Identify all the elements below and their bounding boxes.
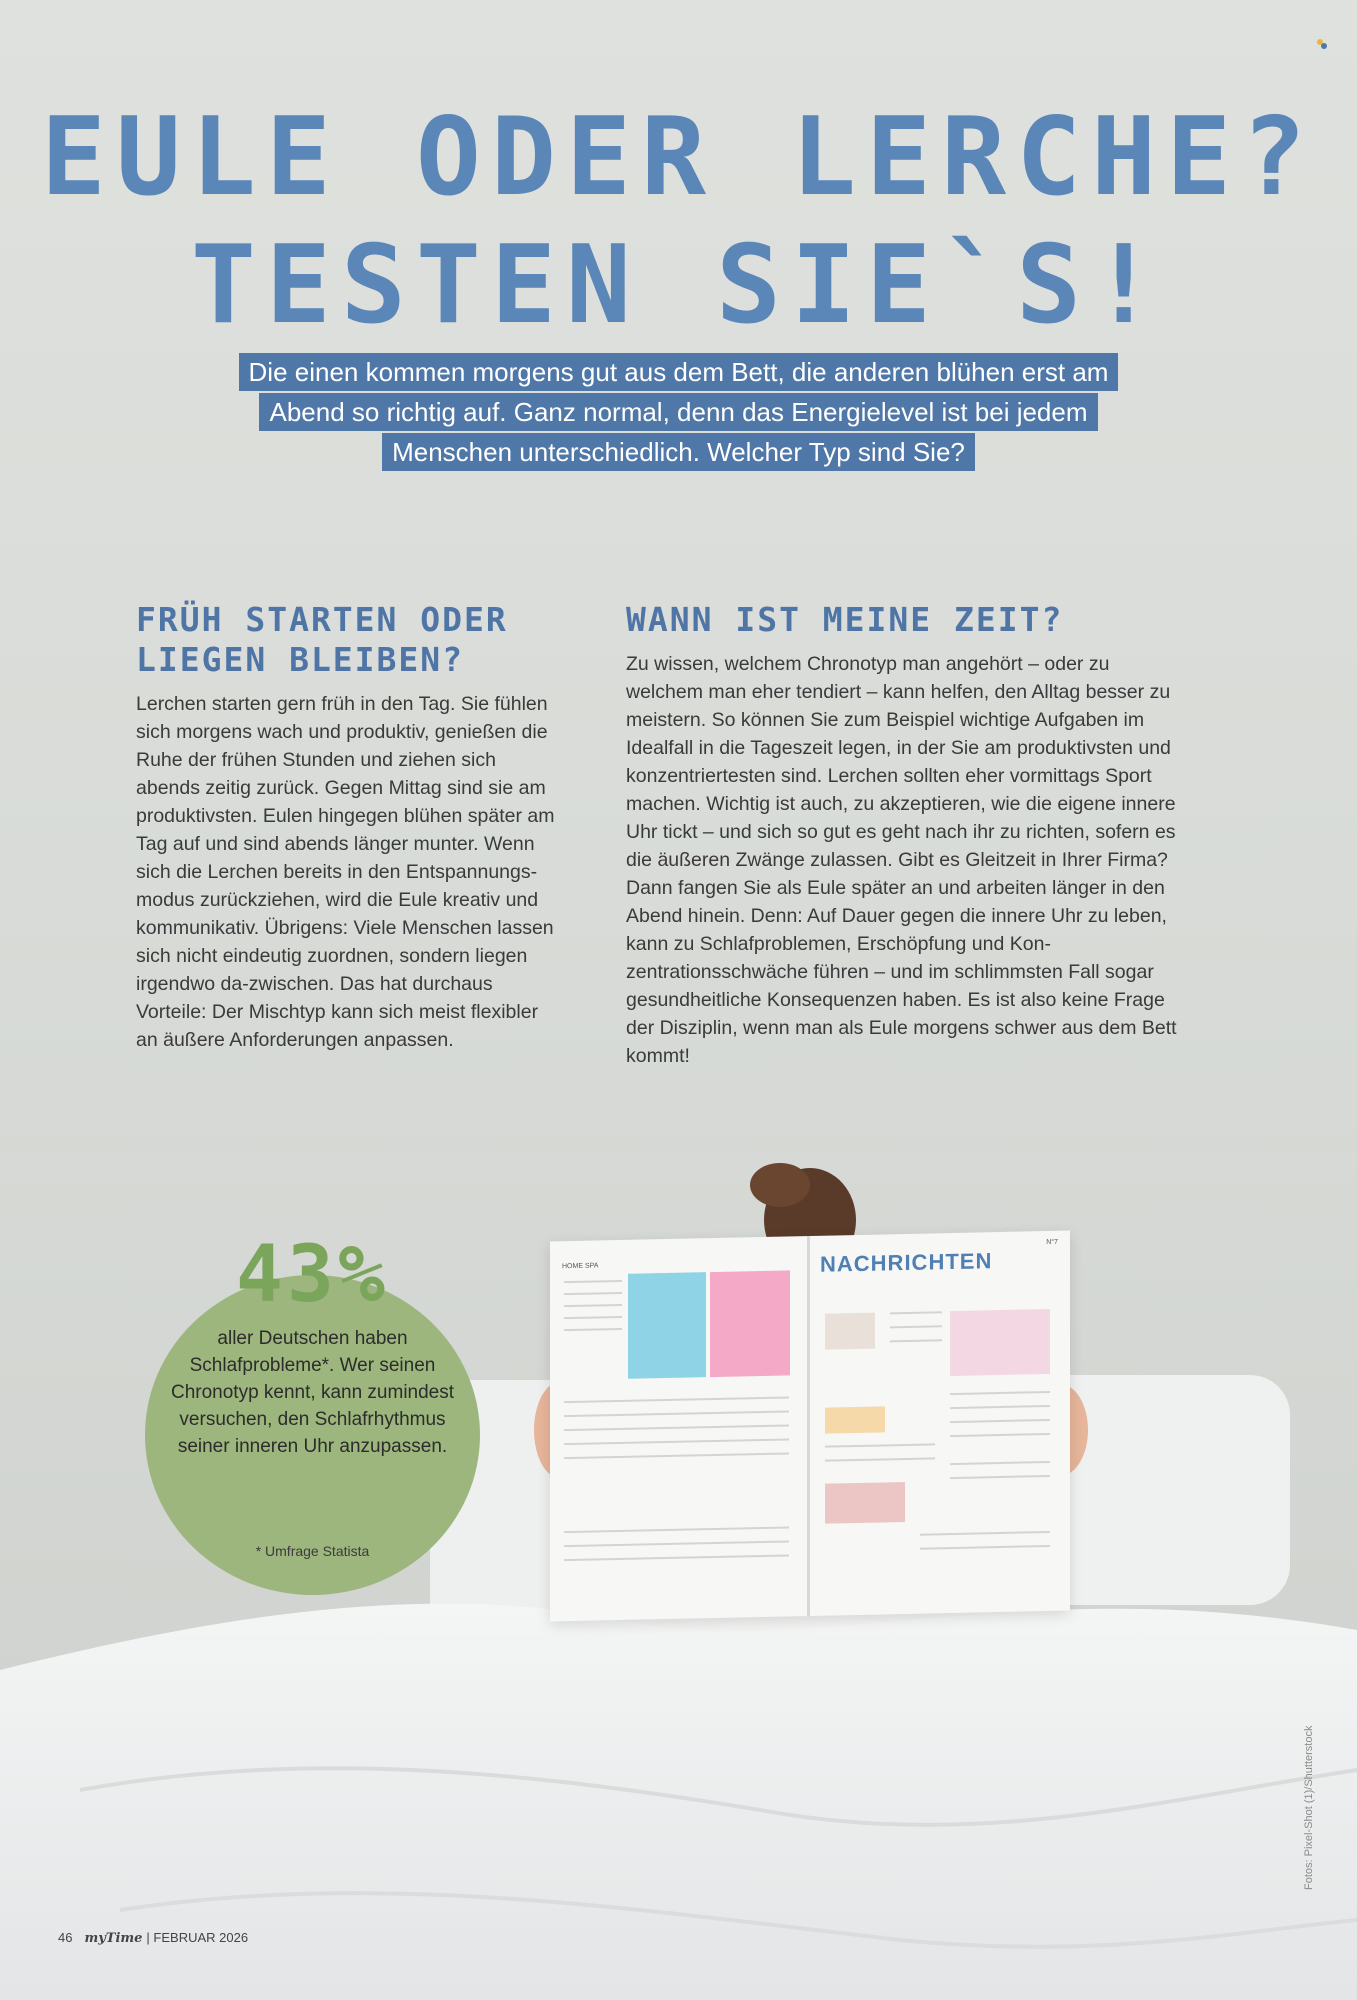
newspaper-page-number: N°7 bbox=[1046, 1238, 1058, 1247]
newspaper-photo-pink bbox=[710, 1270, 790, 1377]
stat-percent: 43% bbox=[236, 1230, 389, 1320]
newspaper-photo-bottom bbox=[825, 1482, 905, 1524]
left-heading-line-2: LIEGEN BLEIBEN? bbox=[136, 640, 465, 679]
right-body-text: Zu wissen, welchem Chronotyp man angehört – oder zu welchem man eher tendiert – kann helfen, den Alltag besser zu meistern. So können Sie zum Beispiel wichtige Aufgaben im Idealfall in die Tageszeit legen, in der Sie am produktivsten und konzentriertesten sind. Lerchen sollten eher vormittags Sport machen. Wichtig ist auch, zu akzeptieren, wie die eigene innere Uhr tickt – und sich so gut es geht nach ihr zu richten, sofern es die äußeren Zwänge zulassen. Gibt es Gleitzeit in Ihrer Firma? Dann fangen Sie als Eule später an und arbeiten länger in den Abend hinein. Denn: Auf Dauer gegen die innere Uhr zu leben, kann zu Schlafproblemen, Erschöpfung und Kon-zentrationsschwäche führen – und im schlimmsten Fall sogar gesundheitliche Konsequenzen haben. Es ist also keine Frage der Disziplin, wenn man als Eule morgens schwer aus dem Bett kommt! bbox=[626, 653, 1177, 1067]
intro-block bbox=[0, 352, 1357, 472]
corner-logo-icon bbox=[1316, 38, 1328, 50]
right-column bbox=[626, 600, 1181, 1070]
newspaper bbox=[550, 1231, 1070, 1622]
stat-badge bbox=[145, 1230, 480, 1595]
page-number: 46 bbox=[58, 1930, 73, 1945]
photo-credit: Fotos: Pixel-Shot (1)/Shutterstock bbox=[1303, 1725, 1315, 1890]
left-heading-line-1: FRÜH STARTEN ODER bbox=[136, 600, 508, 639]
newspaper-photo-blue bbox=[628, 1272, 706, 1379]
headline-line-1: EULE ODER LERCHE? bbox=[40, 95, 1317, 220]
stat-text: aller Deutschen haben Schlafprobleme*. Wer seinen Chronotyp kennt, kann zumindest versuchen, den Schlafrhythmus seiner inneren Uhr anzupassen. bbox=[170, 1328, 455, 1457]
left-column bbox=[136, 600, 556, 1054]
magazine-logo: myTime bbox=[84, 1931, 143, 1946]
newspaper-masthead: NACHRICHTEN bbox=[820, 1248, 993, 1277]
newspaper-photo-flowers bbox=[950, 1309, 1050, 1376]
newspaper-fold bbox=[807, 1236, 810, 1616]
headline-line-2: TESTEN SIE`S! bbox=[190, 223, 1167, 348]
left-body-text: Lerchen starten gern früh in den Tag. Sie fühlen sich morgens wach und produktiv, genießen die Ruhe der frühen Stunden und ziehen sich abends zeitig zurück. Gegen Mittag sind sie am produktivsten. Eulen hingegen blühen später am Tag auf und sind abends länger munter. Wenn sich die Lerchen bereits in den Entspannungs-modus zurückziehen, wird die Eule kreativ und kommunikativ. Übrigens: Viele Menschen lassen sich nicht eindeutig zuordnen, sondern liegen irgendwo da-zwischen. Das hat durchaus Vorteile: Der Mischtyp kann sich meist flexibler an äußere Anforderungen anpassen. bbox=[136, 693, 555, 1051]
stat-source: * Umfrage Statista bbox=[255, 1543, 370, 1559]
page-footer bbox=[58, 1930, 248, 1946]
issue-label: | FEBRUAR 2026 bbox=[146, 1930, 249, 1945]
newspaper-left-label: HOME SPA bbox=[562, 1262, 599, 1271]
intro-line-3: Menschen unterschiedlich. Welcher Typ sind Sie? bbox=[382, 433, 975, 471]
intro-line-1: Die einen kommen morgens gut aus dem Bett, die anderen blühen erst am bbox=[239, 353, 1119, 391]
newspaper-photo-yellow bbox=[825, 1406, 885, 1433]
left-heading bbox=[136, 600, 556, 680]
newspaper-photo-small bbox=[825, 1313, 875, 1350]
intro-line-2: Abend so richtig auf. Ganz normal, denn das Energielevel ist bei jedem bbox=[259, 393, 1097, 431]
right-heading: WANN IST MEINE ZEIT? bbox=[626, 600, 1064, 639]
